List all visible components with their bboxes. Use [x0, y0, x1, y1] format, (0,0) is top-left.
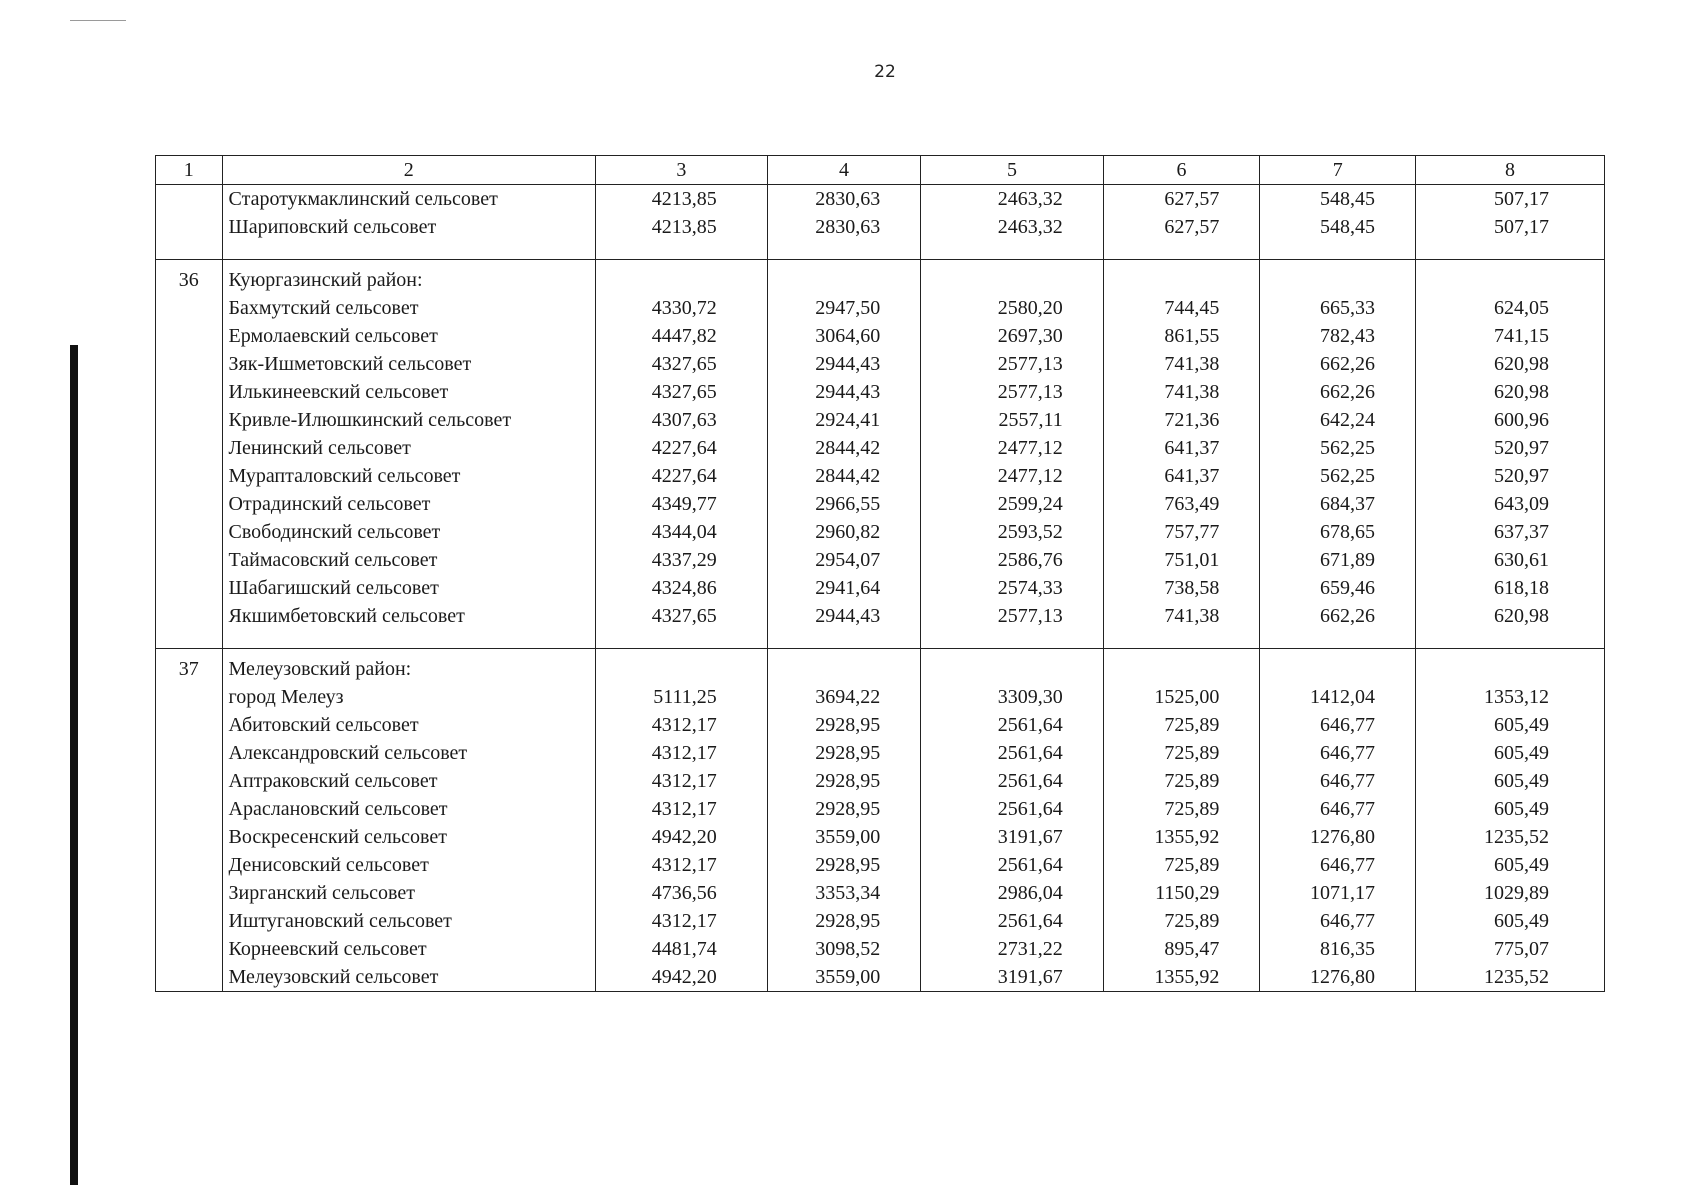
- value-col-7: 646,77: [1260, 907, 1416, 935]
- value-col-3: 4327,65: [596, 602, 768, 630]
- value-col-8: 605,49: [1416, 767, 1605, 795]
- value-col-6: 763,49: [1103, 490, 1260, 518]
- value-col-8: [1416, 260, 1605, 295]
- table-row: [156, 879, 1605, 907]
- row-name: Шариповский сельсовет: [222, 213, 596, 241]
- value-col-6: [1103, 260, 1260, 295]
- value-col-6: 1525,00: [1103, 683, 1260, 711]
- value-col-4: 2830,63: [767, 213, 920, 241]
- row-index: [156, 795, 223, 823]
- value-col-6: 1355,92: [1103, 963, 1260, 992]
- row-name: Зирганский сельсовет: [222, 879, 596, 907]
- value-col-3: 4942,20: [596, 823, 768, 851]
- header-col-6: 6: [1103, 156, 1260, 185]
- value-col-7: 642,24: [1260, 406, 1416, 434]
- value-col-5: 2557,11: [921, 406, 1103, 434]
- value-col-6: 738,58: [1103, 574, 1260, 602]
- table-row: [156, 711, 1605, 739]
- row-name: Воскресенский сельсовет: [222, 823, 596, 851]
- value-col-4: 2966,55: [767, 490, 920, 518]
- row-index: [156, 767, 223, 795]
- value-col-8: 1235,52: [1416, 963, 1605, 992]
- row-index: [156, 434, 223, 462]
- value-col-7: [1260, 260, 1416, 295]
- value-col-4: 2928,95: [767, 907, 920, 935]
- value-col-4: 2928,95: [767, 767, 920, 795]
- value-col-4: 2844,42: [767, 462, 920, 490]
- value-col-3: 4312,17: [596, 739, 768, 767]
- table-row: [156, 767, 1605, 795]
- table-row: [156, 185, 1605, 214]
- value-col-7: 816,35: [1260, 935, 1416, 963]
- row-index: [156, 602, 223, 630]
- value-col-7: 1276,80: [1260, 823, 1416, 851]
- value-col-5: 2731,22: [921, 935, 1103, 963]
- table-row: [156, 907, 1605, 935]
- row-name: Денисовский сельсовет: [222, 851, 596, 879]
- value-col-5: 3191,67: [921, 823, 1103, 851]
- value-col-8: 620,98: [1416, 350, 1605, 378]
- value-col-3: 5111,25: [596, 683, 768, 711]
- table-row: [156, 294, 1605, 322]
- row-name: Илькинеевский сельсовет: [222, 378, 596, 406]
- value-col-4: [767, 241, 920, 260]
- value-col-7: 646,77: [1260, 795, 1416, 823]
- table-row: [156, 518, 1605, 546]
- value-col-4: 3559,00: [767, 963, 920, 992]
- value-col-4: 2944,43: [767, 378, 920, 406]
- value-col-5: 2477,12: [921, 462, 1103, 490]
- value-col-3: 4213,85: [596, 213, 768, 241]
- header-col-4: 4: [767, 156, 920, 185]
- value-col-7: 646,77: [1260, 739, 1416, 767]
- value-col-4: 2830,63: [767, 185, 920, 214]
- value-col-7: 662,26: [1260, 602, 1416, 630]
- value-col-8: 520,97: [1416, 434, 1605, 462]
- value-col-4: 3694,22: [767, 683, 920, 711]
- row-name: Аптраковский сельсовет: [222, 767, 596, 795]
- value-col-7: 665,33: [1260, 294, 1416, 322]
- value-col-3: 4337,29: [596, 546, 768, 574]
- value-col-4: [767, 260, 920, 295]
- row-index: [156, 462, 223, 490]
- value-col-6: 725,89: [1103, 907, 1260, 935]
- value-col-7: 684,37: [1260, 490, 1416, 518]
- value-col-6: [1103, 241, 1260, 260]
- row-index: [156, 546, 223, 574]
- row-index: [156, 879, 223, 907]
- value-col-3: 4312,17: [596, 907, 768, 935]
- table-row: [156, 851, 1605, 879]
- value-col-4: 2960,82: [767, 518, 920, 546]
- value-col-4: [767, 649, 920, 684]
- row-index: [156, 823, 223, 851]
- row-index: 36: [156, 260, 223, 295]
- value-col-8: [1416, 649, 1605, 684]
- value-col-4: 3064,60: [767, 322, 920, 350]
- value-col-8: [1416, 241, 1605, 260]
- row-name: Бахмутский сельсовет: [222, 294, 596, 322]
- value-col-7: [1260, 241, 1416, 260]
- table-row: [156, 963, 1605, 992]
- value-col-3: 4312,17: [596, 767, 768, 795]
- row-index: [156, 213, 223, 241]
- value-col-7: 646,77: [1260, 711, 1416, 739]
- row-index: [156, 350, 223, 378]
- value-col-5: 2599,24: [921, 490, 1103, 518]
- row-index: [156, 378, 223, 406]
- row-index: [156, 294, 223, 322]
- table-row: [156, 823, 1605, 851]
- value-col-6: 725,89: [1103, 795, 1260, 823]
- table-row: [156, 739, 1605, 767]
- value-col-5: 2577,13: [921, 602, 1103, 630]
- table-row: [156, 795, 1605, 823]
- value-col-7: 562,25: [1260, 434, 1416, 462]
- value-col-8: 618,18: [1416, 574, 1605, 602]
- value-col-6: 641,37: [1103, 462, 1260, 490]
- row-index: [156, 935, 223, 963]
- value-col-6: 895,47: [1103, 935, 1260, 963]
- value-col-3: 4942,20: [596, 963, 768, 992]
- page-number: 22: [874, 62, 896, 82]
- value-col-6: 725,89: [1103, 767, 1260, 795]
- value-col-8: 643,09: [1416, 490, 1605, 518]
- value-col-4: 2928,95: [767, 851, 920, 879]
- row-index: [156, 711, 223, 739]
- value-col-7: 1276,80: [1260, 963, 1416, 992]
- table-row: [156, 322, 1605, 350]
- value-col-8: 620,98: [1416, 378, 1605, 406]
- row-index: [156, 683, 223, 711]
- value-col-8: 605,49: [1416, 739, 1605, 767]
- value-col-6: 721,36: [1103, 406, 1260, 434]
- value-col-8: 1353,12: [1416, 683, 1605, 711]
- row-index: [156, 907, 223, 935]
- row-index: [156, 241, 223, 260]
- value-col-5: 2477,12: [921, 434, 1103, 462]
- row-name: Александровский сельсовет: [222, 739, 596, 767]
- row-name: Мурапталовский сельсовет: [222, 462, 596, 490]
- row-name: Корнеевский сельсовет: [222, 935, 596, 963]
- row-name: Ленинский сельсовет: [222, 434, 596, 462]
- value-col-4: 2941,64: [767, 574, 920, 602]
- value-col-6: 1150,29: [1103, 879, 1260, 907]
- row-name: Кривле-Илюшкинский сельсовет: [222, 406, 596, 434]
- value-col-7: 1071,17: [1260, 879, 1416, 907]
- value-col-4: [767, 630, 920, 649]
- table-row: [156, 462, 1605, 490]
- value-col-8: 1029,89: [1416, 879, 1605, 907]
- value-col-6: 741,38: [1103, 350, 1260, 378]
- value-col-3: 4481,74: [596, 935, 768, 963]
- value-col-7: 678,65: [1260, 518, 1416, 546]
- value-col-6: [1103, 630, 1260, 649]
- value-col-6: 725,89: [1103, 711, 1260, 739]
- header-col-7: 7: [1260, 156, 1416, 185]
- value-col-5: 2697,30: [921, 322, 1103, 350]
- value-col-4: 3098,52: [767, 935, 920, 963]
- table-row: [156, 434, 1605, 462]
- row-name: [222, 241, 596, 260]
- value-col-3: 4330,72: [596, 294, 768, 322]
- value-col-3: [596, 649, 768, 684]
- table-row: [156, 683, 1605, 711]
- value-col-5: 3309,30: [921, 683, 1103, 711]
- value-col-6: 751,01: [1103, 546, 1260, 574]
- value-col-3: 4327,65: [596, 350, 768, 378]
- header-col-2: 2: [222, 156, 596, 185]
- tariff-table: [155, 155, 1605, 992]
- value-col-7: 659,46: [1260, 574, 1416, 602]
- value-col-8: 630,61: [1416, 546, 1605, 574]
- value-col-6: 861,55: [1103, 322, 1260, 350]
- value-col-8: 637,37: [1416, 518, 1605, 546]
- value-col-5: 2561,64: [921, 767, 1103, 795]
- value-col-5: 2561,64: [921, 907, 1103, 935]
- value-col-5: 2561,64: [921, 739, 1103, 767]
- value-col-3: [596, 630, 768, 649]
- value-col-3: 4227,64: [596, 434, 768, 462]
- group-header-row: [156, 260, 1605, 295]
- value-col-7: 548,45: [1260, 185, 1416, 214]
- value-col-8: 1235,52: [1416, 823, 1605, 851]
- value-col-3: 4312,17: [596, 851, 768, 879]
- value-col-5: 2986,04: [921, 879, 1103, 907]
- value-col-7: 562,25: [1260, 462, 1416, 490]
- table-row: [156, 490, 1605, 518]
- value-col-5: 2580,20: [921, 294, 1103, 322]
- spacer-row: [156, 630, 1605, 649]
- value-col-3: 4349,77: [596, 490, 768, 518]
- value-col-4: 2947,50: [767, 294, 920, 322]
- value-col-4: 2928,95: [767, 739, 920, 767]
- value-col-8: 620,98: [1416, 602, 1605, 630]
- value-col-7: 646,77: [1260, 767, 1416, 795]
- value-col-3: 4327,65: [596, 378, 768, 406]
- value-col-3: 4312,17: [596, 795, 768, 823]
- value-col-4: 3559,00: [767, 823, 920, 851]
- value-col-7: 1412,04: [1260, 683, 1416, 711]
- row-index: 37: [156, 649, 223, 684]
- value-col-5: [921, 630, 1103, 649]
- value-col-8: 520,97: [1416, 462, 1605, 490]
- value-col-6: 744,45: [1103, 294, 1260, 322]
- row-name: город Мелеуз: [222, 683, 596, 711]
- header-row: [156, 156, 1605, 185]
- row-name: Таймасовский сельсовет: [222, 546, 596, 574]
- district-title: Мелеузовский район:: [222, 649, 596, 684]
- value-col-5: 2574,33: [921, 574, 1103, 602]
- value-col-4: 2928,95: [767, 711, 920, 739]
- row-name: Зяк-Ишметовский сельсовет: [222, 350, 596, 378]
- row-index: [156, 518, 223, 546]
- row-index: [156, 963, 223, 992]
- value-col-7: 662,26: [1260, 350, 1416, 378]
- row-index: [156, 185, 223, 214]
- value-col-6: 725,89: [1103, 739, 1260, 767]
- row-index: [156, 739, 223, 767]
- row-name: Якшимбетовский сельсовет: [222, 602, 596, 630]
- value-col-7: [1260, 630, 1416, 649]
- scan-binding-edge: [70, 345, 78, 1185]
- header-col-3: 3: [596, 156, 768, 185]
- row-index: [156, 322, 223, 350]
- value-col-5: 2586,76: [921, 546, 1103, 574]
- value-col-6: [1103, 649, 1260, 684]
- value-col-5: 2561,64: [921, 795, 1103, 823]
- value-col-3: [596, 260, 768, 295]
- value-col-3: 4736,56: [596, 879, 768, 907]
- value-col-3: 4447,82: [596, 322, 768, 350]
- value-col-3: 4324,86: [596, 574, 768, 602]
- row-index: [156, 406, 223, 434]
- value-col-3: 4344,04: [596, 518, 768, 546]
- row-name: [222, 630, 596, 649]
- header-col-5: 5: [921, 156, 1103, 185]
- value-col-8: 605,49: [1416, 851, 1605, 879]
- value-col-4: 2944,43: [767, 602, 920, 630]
- value-col-7: 646,77: [1260, 851, 1416, 879]
- value-col-6: 627,57: [1103, 213, 1260, 241]
- value-col-4: 3353,34: [767, 879, 920, 907]
- header-col-8: 8: [1416, 156, 1605, 185]
- row-name: Отрадинский сельсовет: [222, 490, 596, 518]
- table-row: [156, 350, 1605, 378]
- value-col-5: 2577,13: [921, 378, 1103, 406]
- value-col-6: 725,89: [1103, 851, 1260, 879]
- value-col-5: 2463,32: [921, 213, 1103, 241]
- spacer-row: [156, 241, 1605, 260]
- value-col-5: [921, 260, 1103, 295]
- value-col-5: [921, 649, 1103, 684]
- value-col-6: 757,77: [1103, 518, 1260, 546]
- value-col-6: 741,38: [1103, 602, 1260, 630]
- row-index: [156, 851, 223, 879]
- value-col-4: 2944,43: [767, 350, 920, 378]
- row-name: Араслановский сельсовет: [222, 795, 596, 823]
- row-name: Мелеузовский сельсовет: [222, 963, 596, 992]
- value-col-4: 2924,41: [767, 406, 920, 434]
- value-col-3: [596, 241, 768, 260]
- value-col-8: 605,49: [1416, 711, 1605, 739]
- value-col-7: 671,89: [1260, 546, 1416, 574]
- value-col-7: 782,43: [1260, 322, 1416, 350]
- table-row: [156, 378, 1605, 406]
- value-col-5: 2561,64: [921, 711, 1103, 739]
- table-body: [156, 185, 1605, 992]
- value-col-8: 600,96: [1416, 406, 1605, 434]
- row-index: [156, 630, 223, 649]
- table-row: [156, 602, 1605, 630]
- table-row: [156, 935, 1605, 963]
- value-col-8: 507,17: [1416, 213, 1605, 241]
- value-col-3: 4307,63: [596, 406, 768, 434]
- table-row: [156, 406, 1605, 434]
- value-col-6: 1355,92: [1103, 823, 1260, 851]
- value-col-8: 605,49: [1416, 907, 1605, 935]
- table-row: [156, 574, 1605, 602]
- value-col-5: 2463,32: [921, 185, 1103, 214]
- scan-artifact-line: [70, 20, 126, 21]
- value-col-4: 2844,42: [767, 434, 920, 462]
- value-col-5: 2577,13: [921, 350, 1103, 378]
- row-name: Иштугановский сельсовет: [222, 907, 596, 935]
- row-name: Абитовский сельсовет: [222, 711, 596, 739]
- value-col-4: 2954,07: [767, 546, 920, 574]
- table-row: [156, 546, 1605, 574]
- value-col-8: [1416, 630, 1605, 649]
- value-col-7: [1260, 649, 1416, 684]
- header-col-1: 1: [156, 156, 223, 185]
- row-index: [156, 490, 223, 518]
- value-col-8: 775,07: [1416, 935, 1605, 963]
- row-name: Шабагишский сельсовет: [222, 574, 596, 602]
- value-col-7: 548,45: [1260, 213, 1416, 241]
- value-col-5: 2593,52: [921, 518, 1103, 546]
- value-col-6: 627,57: [1103, 185, 1260, 214]
- value-col-8: 605,49: [1416, 795, 1605, 823]
- value-col-5: 2561,64: [921, 851, 1103, 879]
- row-name: Ермолаевский сельсовет: [222, 322, 596, 350]
- row-name: Старотукмаклинский сельсовет: [222, 185, 596, 214]
- value-col-5: [921, 241, 1103, 260]
- value-col-8: 741,15: [1416, 322, 1605, 350]
- row-index: [156, 574, 223, 602]
- district-title: Куюргазинский район:: [222, 260, 596, 295]
- value-col-4: 2928,95: [767, 795, 920, 823]
- value-col-5: 3191,67: [921, 963, 1103, 992]
- table-row: [156, 213, 1605, 241]
- value-col-8: 624,05: [1416, 294, 1605, 322]
- value-col-6: 741,38: [1103, 378, 1260, 406]
- value-col-3: 4227,64: [596, 462, 768, 490]
- value-col-6: 641,37: [1103, 434, 1260, 462]
- value-col-8: 507,17: [1416, 185, 1605, 214]
- value-col-3: 4312,17: [596, 711, 768, 739]
- row-name: Свободинский сельсовет: [222, 518, 596, 546]
- value-col-3: 4213,85: [596, 185, 768, 214]
- group-header-row: [156, 649, 1605, 684]
- value-col-7: 662,26: [1260, 378, 1416, 406]
